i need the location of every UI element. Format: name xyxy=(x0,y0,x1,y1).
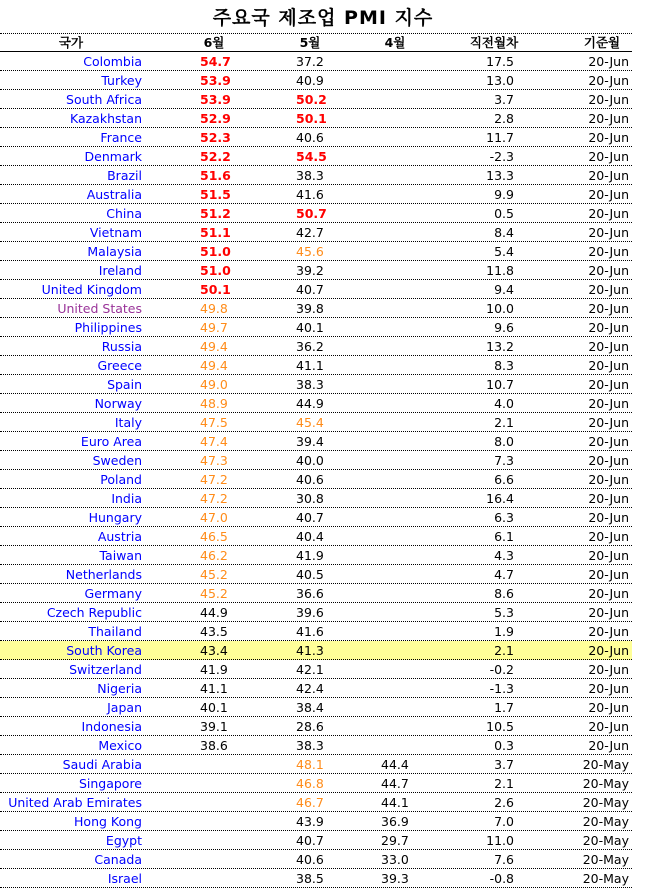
country-cell: South Korea xyxy=(66,643,142,658)
month-diff-cell: 7.3 xyxy=(494,453,514,468)
table-row xyxy=(0,71,632,90)
base-month-cell: 20-Jun xyxy=(588,73,629,88)
country-cell: Singapore xyxy=(78,776,142,791)
country-cell: Czech Republic xyxy=(46,605,142,620)
base-month-cell: 20-Jun xyxy=(588,377,629,392)
june-value-cell: 47.3 xyxy=(200,453,228,468)
april-value-cell: 44.4 xyxy=(381,757,409,772)
table-row xyxy=(0,204,632,223)
june-value-cell: 38.6 xyxy=(200,738,228,753)
country-cell: Malaysia xyxy=(87,244,142,259)
base-month-cell: 20-Jun xyxy=(588,149,629,164)
base-month-cell: 20-Jun xyxy=(588,434,629,449)
month-diff-cell: 4.7 xyxy=(494,567,514,582)
country-cell: Greece xyxy=(97,358,142,373)
base-month-cell: 20-Jun xyxy=(588,510,629,525)
country-cell: Germany xyxy=(84,586,142,601)
base-month-cell: 20-Jun xyxy=(588,453,629,468)
country-cell: France xyxy=(100,130,142,145)
june-value-cell: 52.2 xyxy=(200,149,231,164)
month-diff-cell: 10.5 xyxy=(486,719,514,734)
june-value-cell: 44.9 xyxy=(200,605,228,620)
table-row xyxy=(0,489,632,508)
month-diff-cell: 11.0 xyxy=(486,833,514,848)
base-month-cell: 20-Jun xyxy=(588,282,629,297)
month-diff-cell: 17.5 xyxy=(486,54,514,69)
june-value-cell: 49.7 xyxy=(200,320,228,335)
may-value-cell: 39.4 xyxy=(296,434,324,449)
header-april: 4월 xyxy=(384,35,406,50)
country-cell: Norway xyxy=(94,396,142,411)
table-row xyxy=(0,470,632,489)
month-diff-cell: 10.7 xyxy=(486,377,514,392)
table-row xyxy=(0,641,632,660)
month-diff-cell: 0.3 xyxy=(494,738,514,753)
month-diff-cell: 10.0 xyxy=(486,301,514,316)
month-diff-cell: 5.3 xyxy=(494,605,514,620)
table-row xyxy=(0,90,632,109)
base-month-cell: 20-May xyxy=(582,871,629,886)
table-row xyxy=(0,52,632,71)
table-row xyxy=(0,527,632,546)
table-row xyxy=(0,299,632,318)
june-value-cell: 51.0 xyxy=(200,244,231,259)
base-month-cell: 20-May xyxy=(582,814,629,829)
june-value-cell: 49.4 xyxy=(200,339,228,354)
table-row xyxy=(0,679,632,698)
june-value-cell: 46.5 xyxy=(200,529,228,544)
country-cell: Vietnam xyxy=(89,225,142,240)
month-diff-cell: 8.6 xyxy=(494,586,514,601)
june-value-cell: 49.8 xyxy=(200,301,228,316)
month-diff-cell: 2.1 xyxy=(494,776,514,791)
month-diff-cell: 16.4 xyxy=(486,491,514,506)
table-row xyxy=(0,147,632,166)
country-cell: United Arab Emirates xyxy=(8,795,142,810)
month-diff-cell: 8.0 xyxy=(494,434,514,449)
base-month-cell: 20-Jun xyxy=(588,605,629,620)
june-value-cell: 53.9 xyxy=(200,73,231,88)
april-value-cell: 29.7 xyxy=(381,833,409,848)
table-row xyxy=(0,280,632,299)
may-value-cell: 38.3 xyxy=(296,377,324,392)
month-diff-cell: -1.3 xyxy=(489,681,514,696)
june-value-cell: 49.4 xyxy=(200,358,228,373)
base-month-cell: 20-Jun xyxy=(588,339,629,354)
table-row xyxy=(0,394,632,413)
table-row xyxy=(0,850,632,869)
table-row xyxy=(0,356,632,375)
country-cell: Indonesia xyxy=(81,719,142,734)
base-month-cell: 20-Jun xyxy=(588,700,629,715)
table-row xyxy=(0,337,632,356)
june-value-cell: 47.2 xyxy=(200,491,228,506)
country-cell: Russia xyxy=(101,339,142,354)
may-value-cell: 39.2 xyxy=(296,263,324,278)
june-value-cell: 47.4 xyxy=(200,434,228,449)
base-month-cell: 20-May xyxy=(582,795,629,810)
base-month-cell: 20-Jun xyxy=(588,263,629,278)
may-value-cell: 40.9 xyxy=(296,73,324,88)
month-diff-cell: 6.6 xyxy=(494,472,514,487)
may-value-cell: 48.1 xyxy=(296,757,324,772)
month-diff-cell: 9.6 xyxy=(494,320,514,335)
header-country: 국가 xyxy=(58,35,84,50)
country-cell: Philippines xyxy=(74,320,142,335)
base-month-cell: 20-Jun xyxy=(588,111,629,126)
may-value-cell: 40.1 xyxy=(296,320,324,335)
table-row xyxy=(0,755,632,774)
june-value-cell: 47.0 xyxy=(200,510,228,525)
june-value-cell: 53.9 xyxy=(200,92,231,107)
may-value-cell: 44.9 xyxy=(296,396,324,411)
month-diff-cell: 13.0 xyxy=(486,73,514,88)
base-month-cell: 20-May xyxy=(582,852,629,867)
table-row xyxy=(0,812,632,831)
country-cell: Turkey xyxy=(101,73,142,88)
base-month-cell: 20-Jun xyxy=(588,491,629,506)
table-row xyxy=(0,508,632,527)
month-diff-cell: 3.7 xyxy=(494,92,514,107)
base-month-cell: 20-May xyxy=(582,757,629,772)
may-value-cell: 40.6 xyxy=(296,472,324,487)
country-cell: Netherlands xyxy=(65,567,142,582)
base-month-cell: 20-Jun xyxy=(588,320,629,335)
month-diff-cell: 6.3 xyxy=(494,510,514,525)
april-value-cell: 33.0 xyxy=(381,852,409,867)
june-value-cell: 51.2 xyxy=(200,206,231,221)
table-row xyxy=(0,223,632,242)
month-diff-cell: 13.3 xyxy=(486,168,514,183)
may-value-cell: 40.7 xyxy=(296,282,324,297)
june-value-cell: 52.3 xyxy=(200,130,231,145)
table-row xyxy=(0,109,632,128)
month-diff-cell: 0.5 xyxy=(494,206,514,221)
month-diff-cell: 7.6 xyxy=(494,852,514,867)
country-cell: Austria xyxy=(97,529,142,544)
june-value-cell: 40.1 xyxy=(200,700,228,715)
base-month-cell: 20-Jun xyxy=(588,92,629,107)
base-month-cell: 20-May xyxy=(582,833,629,848)
table-row xyxy=(0,451,632,470)
june-value-cell: 45.2 xyxy=(200,567,228,582)
month-diff-cell: 4.3 xyxy=(494,548,514,563)
base-month-cell: 20-Jun xyxy=(588,738,629,753)
may-value-cell: 40.0 xyxy=(296,453,324,468)
base-month-cell: 20-Jun xyxy=(588,548,629,563)
country-cell: Switzerland xyxy=(69,662,142,677)
base-month-cell: 20-Jun xyxy=(588,643,629,658)
may-value-cell: 37.2 xyxy=(296,54,324,69)
may-value-cell: 45.4 xyxy=(296,415,324,430)
april-value-cell: 36.9 xyxy=(381,814,409,829)
country-cell: Italy xyxy=(114,415,142,430)
june-value-cell: 47.5 xyxy=(200,415,228,430)
june-value-cell: 49.0 xyxy=(200,377,228,392)
may-value-cell: 40.4 xyxy=(296,529,324,544)
may-value-cell: 40.7 xyxy=(296,510,324,525)
base-month-cell: 20-Jun xyxy=(588,662,629,677)
table-row xyxy=(0,603,632,622)
may-value-cell: 36.2 xyxy=(296,339,324,354)
may-value-cell: 38.4 xyxy=(296,700,324,715)
may-value-cell: 40.5 xyxy=(296,567,324,582)
may-value-cell: 40.7 xyxy=(296,833,324,848)
may-value-cell: 38.3 xyxy=(296,168,324,183)
base-month-cell: 20-Jun xyxy=(588,624,629,639)
may-value-cell: 36.6 xyxy=(296,586,324,601)
month-diff-cell: 2.8 xyxy=(494,111,514,126)
may-value-cell: 41.6 xyxy=(296,624,324,639)
month-diff-cell: 4.0 xyxy=(494,396,514,411)
june-value-cell: 54.7 xyxy=(200,54,231,69)
table-row xyxy=(0,831,632,850)
table-row xyxy=(0,128,632,147)
may-value-cell: 41.1 xyxy=(296,358,324,373)
base-month-cell: 20-Jun xyxy=(588,586,629,601)
base-month-cell: 20-Jun xyxy=(588,301,629,316)
base-month-cell: 20-Jun xyxy=(588,206,629,221)
base-month-cell: 20-Jun xyxy=(588,130,629,145)
table-row xyxy=(0,375,632,394)
table-row xyxy=(0,565,632,584)
page-title: 주요국 제조업 PMI 지수 xyxy=(212,7,434,29)
month-diff-cell: 2.1 xyxy=(494,415,514,430)
country-cell: Poland xyxy=(100,472,142,487)
table-row xyxy=(0,413,632,432)
country-cell: Kazakhstan xyxy=(69,111,142,126)
may-value-cell: 28.6 xyxy=(296,719,324,734)
may-value-cell: 42.1 xyxy=(296,662,324,677)
table-row xyxy=(0,698,632,717)
may-value-cell: 54.5 xyxy=(296,149,327,164)
may-value-cell: 39.8 xyxy=(296,301,324,316)
country-cell: United States xyxy=(57,301,142,316)
table-row xyxy=(0,584,632,603)
table-row xyxy=(0,432,632,451)
table-row xyxy=(0,185,632,204)
table-row xyxy=(0,717,632,736)
april-value-cell: 44.1 xyxy=(381,795,409,810)
month-diff-cell: 11.8 xyxy=(486,263,514,278)
country-cell: Hungary xyxy=(88,510,142,525)
country-cell: Thailand xyxy=(88,624,142,639)
table-row xyxy=(0,774,632,793)
month-diff-cell: -2.3 xyxy=(489,149,514,164)
table-row xyxy=(0,318,632,337)
header-may: 5월 xyxy=(299,35,321,50)
country-cell: Sweden xyxy=(92,453,142,468)
may-value-cell: 40.6 xyxy=(296,852,324,867)
table-row xyxy=(0,622,632,641)
base-month-cell: 20-Jun xyxy=(588,225,629,240)
header-base-month: 기준월 xyxy=(583,35,621,50)
may-value-cell: 43.9 xyxy=(296,814,324,829)
june-value-cell: 50.1 xyxy=(200,282,231,297)
may-value-cell: 50.1 xyxy=(296,111,327,126)
april-value-cell: 44.7 xyxy=(381,776,409,791)
country-cell: India xyxy=(111,491,142,506)
month-diff-cell: 9.9 xyxy=(494,187,514,202)
country-cell: Canada xyxy=(94,852,142,867)
june-value-cell: 48.9 xyxy=(200,396,228,411)
june-value-cell: 46.2 xyxy=(200,548,228,563)
june-value-cell: 47.2 xyxy=(200,472,228,487)
table-row xyxy=(0,793,632,812)
base-month-cell: 20-Jun xyxy=(588,54,629,69)
table-row xyxy=(0,660,632,679)
month-diff-cell: -0.2 xyxy=(489,662,514,677)
may-value-cell: 38.5 xyxy=(296,871,324,886)
base-month-cell: 20-Jun xyxy=(588,529,629,544)
may-value-cell: 42.7 xyxy=(296,225,324,240)
country-cell: Hong Kong xyxy=(74,814,142,829)
country-cell: Saudi Arabia xyxy=(62,757,142,772)
month-diff-cell: -0.8 xyxy=(489,871,514,886)
country-cell: Denmark xyxy=(84,149,142,164)
header-june: 6월 xyxy=(203,35,225,50)
country-cell: Ireland xyxy=(98,263,142,278)
month-diff-cell: 2.6 xyxy=(494,795,514,810)
base-month-cell: 20-Jun xyxy=(588,472,629,487)
month-diff-cell: 9.4 xyxy=(494,282,514,297)
country-cell: Taiwan xyxy=(99,548,142,563)
june-value-cell: 43.4 xyxy=(200,643,228,658)
country-cell: Nigeria xyxy=(97,681,142,696)
country-cell: Mexico xyxy=(98,738,142,753)
base-month-cell: 20-Jun xyxy=(588,719,629,734)
month-diff-cell: 1.9 xyxy=(494,624,514,639)
table-row xyxy=(0,736,632,755)
month-diff-cell: 2.1 xyxy=(494,643,514,658)
june-value-cell: 51.6 xyxy=(200,168,231,183)
pmi-table-body xyxy=(0,52,632,888)
base-month-cell: 20-Jun xyxy=(588,187,629,202)
month-diff-cell: 3.7 xyxy=(494,757,514,772)
month-diff-cell: 6.1 xyxy=(494,529,514,544)
table-row xyxy=(0,166,632,185)
june-value-cell: 43.5 xyxy=(200,624,228,639)
country-cell: Egypt xyxy=(105,833,142,848)
april-value-cell: 39.3 xyxy=(381,871,409,886)
country-cell: South Africa xyxy=(66,92,142,107)
country-cell: Spain xyxy=(107,377,142,392)
table-row xyxy=(0,242,632,261)
month-diff-cell: 11.7 xyxy=(486,130,514,145)
may-value-cell: 39.6 xyxy=(296,605,324,620)
table-row xyxy=(0,261,632,280)
june-value-cell: 51.5 xyxy=(200,187,231,202)
table-header xyxy=(0,33,632,52)
table-row xyxy=(0,546,632,565)
country-cell: China xyxy=(106,206,142,221)
base-month-cell: 20-Jun xyxy=(588,358,629,373)
month-diff-cell: 8.3 xyxy=(494,358,514,373)
month-diff-cell: 7.0 xyxy=(494,814,514,829)
may-value-cell: 38.3 xyxy=(296,738,324,753)
header-month-diff: 직전월차 xyxy=(469,35,519,50)
country-cell: Euro Area xyxy=(80,434,142,449)
may-value-cell: 45.6 xyxy=(296,244,324,259)
may-value-cell: 41.3 xyxy=(296,643,324,658)
may-value-cell: 50.2 xyxy=(296,92,327,107)
may-value-cell: 41.9 xyxy=(296,548,324,563)
month-diff-cell: 1.7 xyxy=(494,700,514,715)
base-month-cell: 20-Jun xyxy=(588,244,629,259)
may-value-cell: 50.7 xyxy=(296,206,327,221)
base-month-cell: 20-May xyxy=(582,776,629,791)
country-cell: Australia xyxy=(86,187,142,202)
may-value-cell: 41.6 xyxy=(296,187,324,202)
country-cell: United Kingdom xyxy=(41,282,142,297)
june-value-cell: 41.1 xyxy=(200,681,228,696)
country-cell: Israel xyxy=(107,871,142,886)
country-cell: Colombia xyxy=(83,54,142,69)
table-row xyxy=(0,869,632,888)
base-month-cell: 20-Jun xyxy=(588,396,629,411)
country-cell: Japan xyxy=(107,700,142,715)
month-diff-cell: 5.4 xyxy=(494,244,514,259)
june-value-cell: 52.9 xyxy=(200,111,231,126)
base-month-cell: 20-Jun xyxy=(588,415,629,430)
may-value-cell: 46.8 xyxy=(296,776,324,791)
may-value-cell: 40.6 xyxy=(296,130,324,145)
base-month-cell: 20-Jun xyxy=(588,681,629,696)
may-value-cell: 46.7 xyxy=(296,795,324,810)
month-diff-cell: 8.4 xyxy=(494,225,514,240)
june-value-cell: 41.9 xyxy=(200,662,228,677)
country-cell: Brazil xyxy=(107,168,142,183)
june-value-cell: 45.2 xyxy=(200,586,228,601)
base-month-cell: 20-Jun xyxy=(588,168,629,183)
base-month-cell: 20-Jun xyxy=(588,567,629,582)
month-diff-cell: 13.2 xyxy=(486,339,514,354)
june-value-cell: 51.1 xyxy=(200,225,231,240)
may-value-cell: 30.8 xyxy=(296,491,324,506)
june-value-cell: 51.0 xyxy=(200,263,231,278)
may-value-cell: 42.4 xyxy=(296,681,324,696)
june-value-cell: 39.1 xyxy=(200,719,228,734)
